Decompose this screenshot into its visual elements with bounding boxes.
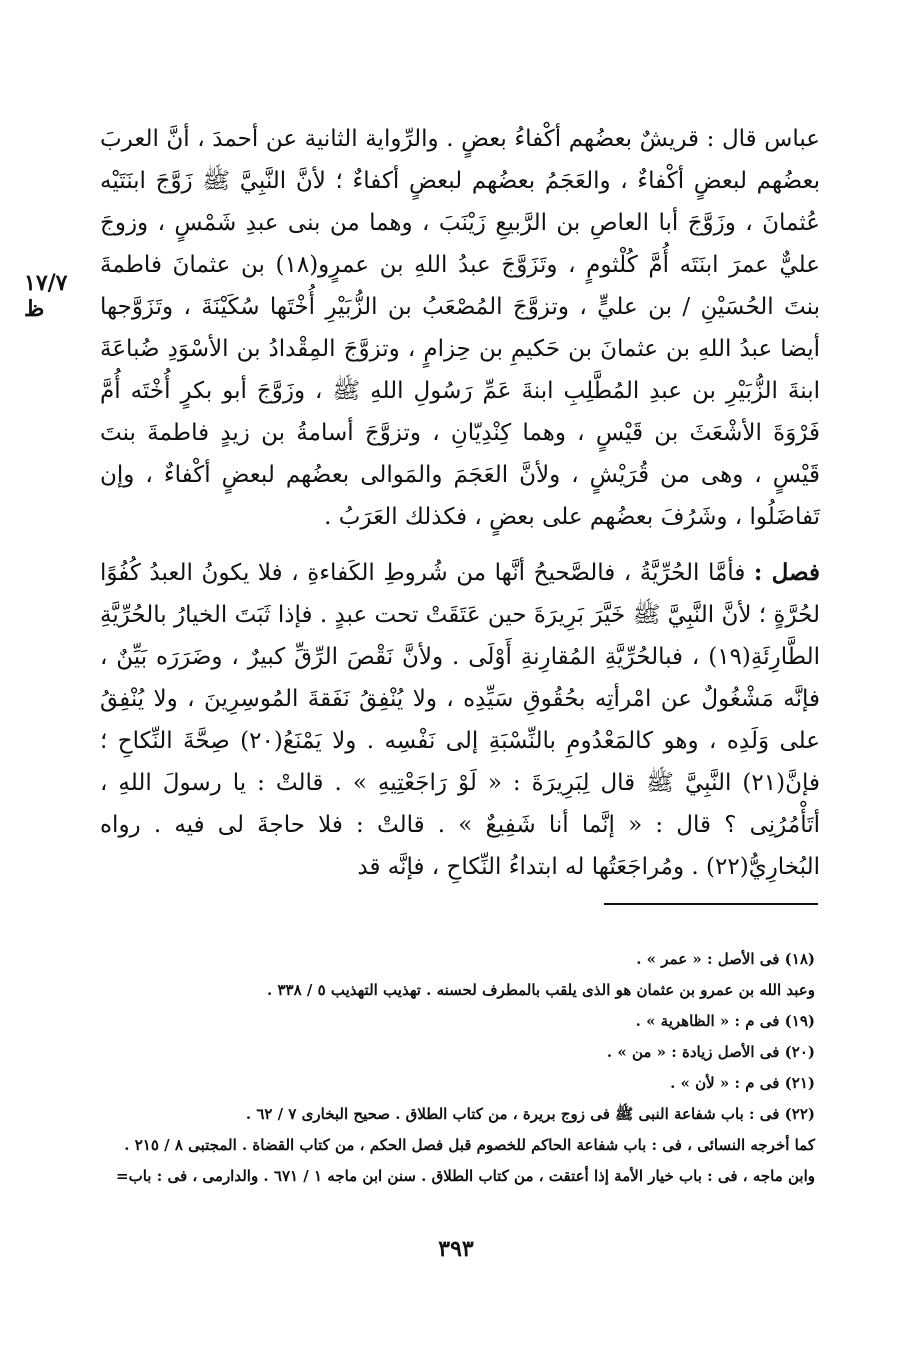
margin-folio-marker: ١٧/٧ ظ: [24, 270, 68, 322]
footnote-22-ibn-majah: وابن ماجه ، فى : باب خيار الأمة إذا أعتقت ، من كتاب الطلاق . سنن ابن ماجه ١ / ٦٧١ . والدارمى ، فى : باب=: [116, 1167, 815, 1185]
main-text: [100, 118, 820, 888]
paragraph-1: عباس قال : قريشٌ بعضُهم أكْفاءُ بعضٍ . والرِّواية الثانية عن أحمدَ ، أنَّ العربَ بعضُهم لبعضٍ أكْفاءٌ ، والعَجَمُ بعضُهم لبعضٍ أكفاءٌ ؛ لأنَّ النَّبِيَّ ﷺ زَوَّجَ ابنَتَيْه عُثمانَ ، وزَوَّجَ أبا العاصِ بن الرَّبيعِ زَيْنَبَ ، وهما من بنى عبدِ شَمْسٍ ، وزوجَ عليٌّ عمرَ ابنَتَه أُمَّ كُلْثومٍ ، وتَزَوَّجَ عبدُ اللهِ بن عمرٍو(١٨) بن عثمانَ فاطمةَ بنتَ الحُسَيْنِ / بن عليٍّ ، وتزوَّجَ المُصْعَبُ بن الزُّبَيْرِ أُخْتَها سُكَيْنَةَ ، وتَزَوَّجها أيضا عبدُ اللهِ بن عثمانَ بن حَكيمِ بن حِزامٍ ، وتزوَّجَ المِقْدادُ بن الأسْوَدِ ضُباعَةَ ابنةَ الزُّبَيْرِ بن عبدِ المُطَّلِبِ ابنةَ عَمِّ رَسُولِ اللهِ ﷺ ، وزَوَّجَ أبو بكرٍ أُخْتَه أُمَّ فَرْوَةَ الأشْعَثَ بن قَيْسٍ ، وهما كِنْدِيّانِ ، وتزوَّجَ أسامةُ بن زيدٍ فاطمةَ بنتَ قَيْسٍ ، وهى من قُرَيْشٍ ، ولأنَّ العَجَمَ والمَوالى بعضُهم لبعضٍ أكْفاءٌ ، وإن تَفاضَلُوا ، وشَرُفَ بعضُهم على بعضٍ ، فكذلك العَرَبُ .: [100, 126, 820, 530]
section-heading-fasl: فصل :: [753, 559, 820, 586]
footnotes: [95, 944, 815, 1192]
footnote-divider: [604, 903, 818, 905]
paragraph-2-text: فأمَّا الحُرِّيَّةُ ، فالصَّحيحُ أنَّها من شُروطِ الكَفاءةِ ، فلا يكونُ العبدُ كُفُوًا لحُرَّةٍ ؛ لأنَّ النَّبِيَّ ﷺ خَيَّرَ بَرِيرَةَ حين عَتَقَتْ تحت عبدٍ . فإذا ثَبَتَ الخيارُ بالحُرِّيَّةِ الطَّارِئَةِ(١٩) ، فبالحُرِّيَّةِ المُقارِنةِ أَوْلَى . ولأنَّ نَقْصَ الرِّقِّ كبيرٌ ، وضَرَرَه بَيِّنٌ ، فإنَّه مَشْغُولٌ عن امْرأتِه بحُقُوقِ سَيِّدِه ، ولا يُنْفِقُ نَفَقةَ المُوسِرِينَ ، ولا يُنْفِقُ على وَلَدِه ، وهو كالمَعْدُومِ بالنِّسْبَةِ إلى نَفْسِه . ولا يَمْنَعُ(٢٠) صِحَّةَ النِّكاحِ ؛ فإنَّ(٢١) النَّبِيَّ ﷺ قال لِبَرِيرَةَ : « لَوْ رَاجَعْتِيهِ » . قالتْ : يا رسولَ اللهِ ، أتَأْمُرُنِى ؟ قال : « إنَّما أنا شَفِيعٌ » . قالتْ : فلا حاجةَ لى فيه . رواه البُخارِيُّ(٢٢) . ومُراجَعَتُها له ابتداءُ النِّكاحِ ، فإنَّه قد: [100, 560, 820, 880]
paragraph-2: [100, 552, 820, 888]
page-number: ٣٩٣: [438, 1236, 474, 1262]
footnote-19: (١٩) فى م : « الظاهرية » .: [635, 1012, 815, 1030]
footnote-18-detail: وعبد الله بن عمرو بن عثمان هو الذى يلقب بالمطرف لحسنه . تهذيب التهذيب ٥ / ٣٣٨ .: [267, 981, 815, 999]
footnote-22-nasai: كما أخرجه النسائى ، فى : باب شفاعة الحاكم للخصوم قبل فصل الحكم ، من كتاب القضاة . المجتبى ٨ / ٢١٥ .: [124, 1136, 815, 1154]
footnote-20: (٢٠) فى الأصل زيادة : « من » .: [606, 1043, 815, 1061]
footnote-21: (٢١) فى م : « لأن » .: [670, 1074, 815, 1092]
footnote-18: (١٨) فى الأصل : « عمر » .: [636, 950, 815, 968]
footnote-22: (٢٢) فى : باب شفاعة النبى ﷺ فى زوج بريرة ، من كتاب الطلاق . صحيح البخارى ٧ / ٦٢ .: [245, 1105, 815, 1123]
